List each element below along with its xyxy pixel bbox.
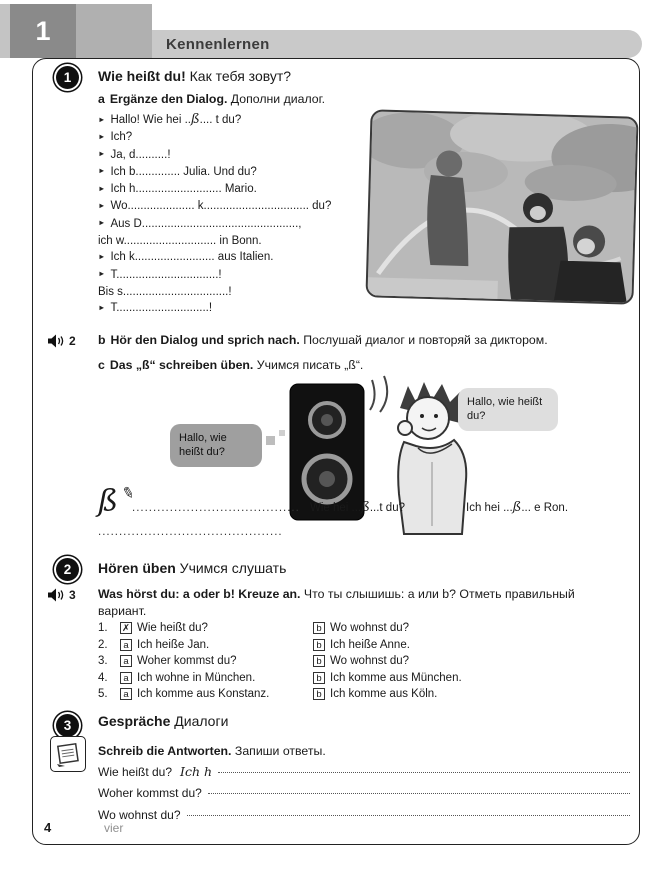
option-a-checkbox[interactable]: a	[120, 688, 132, 700]
answers-block	[98, 764, 630, 830]
exercise-3-task-de: Schreib die Antworten.	[98, 744, 232, 758]
exercise-3-number: 3	[63, 718, 72, 733]
speech-bubble-right-text: Hallo, wie heißt du?	[467, 396, 543, 422]
chapter-number-tab	[10, 4, 76, 58]
exercise-1-title	[98, 68, 291, 84]
option-a-text: Ich wohne in München.	[137, 671, 256, 684]
task-c	[98, 358, 626, 372]
exercise-3-task-ru: Запиши ответы.	[234, 744, 326, 758]
practice-glyph-esszett: ß	[98, 484, 119, 519]
option-a-checkbox[interactable]: a	[120, 639, 132, 651]
option-b-text: Wo wohnst du?	[330, 622, 410, 634]
exercise-2-task-ru: Что ты слышишь: а или b? Отметь правильный вариант.	[98, 587, 575, 618]
dialog-line	[98, 147, 370, 164]
dialog-text: Ja, d..........!	[110, 148, 171, 161]
option-b-checkbox[interactable]: b	[313, 688, 325, 700]
option-b-text: Wo wohnst du?	[330, 655, 410, 667]
track-number: 2	[69, 334, 76, 348]
dialog-line	[98, 249, 370, 266]
option-b-text: Ich heiße Anne.	[330, 638, 410, 651]
dialog-text: Hallo! Wie hei ..	[110, 114, 191, 126]
speech-bubble-right	[458, 388, 558, 431]
option-a-text: Ich komme aus Konstanz.	[137, 688, 270, 700]
dialog-line-continuation	[98, 233, 370, 249]
option-b-checkbox[interactable]: b	[313, 622, 325, 634]
exercise-3-title	[98, 713, 228, 729]
dialog-block	[98, 112, 370, 318]
arrow-icon: ►	[98, 269, 106, 279]
question-text: Wie heißt du?	[98, 765, 173, 779]
dialog-line	[98, 129, 370, 146]
answer-line	[98, 786, 630, 808]
audio-track-3	[48, 588, 76, 602]
option-a-text: Woher kommst du?	[137, 655, 237, 667]
exercise-1-title-ru: Как тебя зовут?	[189, 68, 292, 84]
dialog-line	[98, 300, 370, 317]
exercise-2-badge	[56, 558, 79, 581]
option-b-checkbox[interactable]: b	[313, 655, 325, 667]
option-a-text: Ich heiße Jan.	[137, 638, 210, 651]
task-b-de: Hör den Dialog und sprich nach.	[110, 333, 300, 347]
answer-write-line[interactable]	[187, 815, 631, 816]
dialog-text: Bis s.................................!	[98, 285, 232, 298]
handwritten-esszett: ß	[512, 500, 522, 515]
speech-bubble-left-text: Hallo, wie heißt du?	[179, 432, 227, 458]
option-a-text: Wie heißt du?	[137, 622, 208, 634]
exercise-1-number: 1	[63, 70, 72, 85]
notebook-icon	[50, 736, 86, 772]
arrow-icon: ►	[98, 114, 106, 124]
practice-text: Ich hei ...	[466, 502, 513, 514]
arrow-icon: ►	[98, 302, 106, 312]
dotted-writing-line: ............................................	[98, 526, 283, 538]
exercise-2-title-ru: Учимся слушать	[179, 560, 287, 576]
dialog-text: Ich k......................... aus Italien.	[110, 251, 274, 264]
page-number: 4	[44, 820, 52, 835]
task-c-label: c	[98, 358, 105, 372]
practice-text: Wie hei ...	[310, 502, 362, 514]
option-a-checkbox[interactable]: a	[120, 655, 132, 667]
dialog-text: Ich b.............. Julia. Und du?	[110, 165, 257, 178]
dialog-text: T................................!	[110, 268, 222, 281]
arrow-icon: ►	[98, 200, 106, 210]
item-number: 4.	[98, 671, 108, 684]
dialog-line	[98, 181, 370, 198]
practice-sentence-1	[310, 500, 405, 515]
listening-options-list	[98, 622, 618, 700]
task-c-de: Das „ß“ schreiben üben.	[109, 358, 254, 372]
task-a-ru: Дополни диалог.	[230, 92, 326, 106]
task-b	[98, 333, 626, 347]
arrow-icon: ►	[98, 131, 106, 141]
exercise-3-title-de: Gespräche	[98, 713, 171, 729]
item-number: 3.	[98, 655, 108, 667]
arrow-icon: ►	[98, 218, 106, 228]
option-b-checkbox[interactable]: b	[313, 639, 325, 651]
dialog-text: Aus D.................................................,	[110, 217, 302, 230]
audio-icon	[48, 588, 64, 602]
question-text: Woher kommst du?	[98, 786, 202, 800]
answer-write-line[interactable]	[218, 772, 630, 773]
chapter-number: 1	[35, 15, 51, 46]
dialog-text: .... t du?	[199, 114, 242, 126]
dialog-line	[98, 198, 370, 215]
pen-icon: ✎	[119, 483, 137, 504]
photo-children-illustration	[367, 111, 638, 304]
exercise-2-number: 2	[63, 562, 72, 577]
practice-sentence-2	[466, 500, 568, 515]
handwritten-answer: Ich h	[180, 764, 213, 779]
practice-text: ...t du?	[369, 502, 405, 514]
arrow-icon: ►	[98, 166, 106, 176]
item-number: 5.	[98, 688, 108, 700]
practice-text: ... e Ron.	[521, 502, 569, 514]
item-number: 2.	[98, 638, 108, 651]
chapter-title: Kennenlernen	[166, 36, 270, 53]
exercise-2-task	[98, 586, 604, 620]
page-number-word: vier	[104, 821, 124, 835]
task-b-ru: Послушай диалог и повторяй за диктором.	[303, 333, 548, 347]
photo-children	[365, 109, 638, 304]
answer-write-line[interactable]	[208, 793, 630, 794]
answer-line	[98, 764, 630, 786]
handwritten-esszett: ß	[361, 500, 370, 515]
task-a	[98, 92, 325, 106]
arrow-icon: ►	[98, 251, 106, 261]
dialog-text: Ich h........................... Mario.	[110, 183, 257, 196]
speech-bubble-left	[170, 424, 262, 467]
exercise-3-task	[98, 744, 326, 758]
dialog-text: Ich?	[110, 131, 133, 144]
question-text: Wo wohnst du?	[98, 808, 181, 822]
dotted-writing-line: ........................................	[132, 502, 300, 514]
option-a-checkbox[interactable]: a	[120, 672, 132, 684]
arrow-icon: ►	[98, 149, 106, 159]
exercise-1-title-de: Wie heißt du!	[98, 68, 186, 84]
task-b-label: b	[98, 333, 106, 347]
dialog-line	[98, 267, 370, 284]
option-b-text: Ich komme aus Köln.	[330, 688, 438, 700]
option-a-checkbox[interactable]: ✗	[120, 622, 132, 634]
arrow-icon: ►	[98, 183, 106, 193]
track-number: 3	[69, 588, 76, 602]
option-b-text: Ich komme aus München.	[330, 671, 462, 684]
dialog-line-continuation	[98, 284, 370, 300]
item-number: 1.	[98, 622, 108, 634]
dialog-text: Wo..................... k................................. du?	[110, 200, 332, 213]
bubble-tail-square	[279, 430, 285, 436]
dialog-line	[98, 216, 370, 233]
dialog-text: T.............................!	[110, 302, 213, 315]
exercise-2-title	[98, 560, 286, 576]
exercise-2-task-de: Was hörst du: a oder b! Kreuze an.	[98, 587, 301, 601]
bubble-tail-square	[266, 436, 275, 445]
task-c-ru: Учимся писать „ß“.	[256, 358, 364, 372]
audio-icon	[48, 334, 64, 348]
exercise-1-badge	[56, 66, 79, 89]
exercise-3-badge	[56, 714, 79, 737]
dialog-line	[98, 164, 370, 181]
audio-track-2	[48, 334, 76, 348]
task-a-label: a	[98, 92, 105, 106]
exercise-3-title-ru: Диалоги	[174, 713, 229, 729]
option-b-checkbox[interactable]: b	[313, 672, 325, 684]
answer-line	[98, 808, 630, 830]
task-a-de: Ergänze den Dialog.	[109, 92, 228, 106]
handwritten-esszett: ß	[190, 112, 200, 127]
exercise-2-title-de: Hören üben	[98, 560, 176, 576]
chapter-tab-mid	[76, 4, 152, 58]
dialog-line	[98, 112, 370, 129]
dialog-text: ich w............................. in Bonn.	[98, 235, 262, 248]
